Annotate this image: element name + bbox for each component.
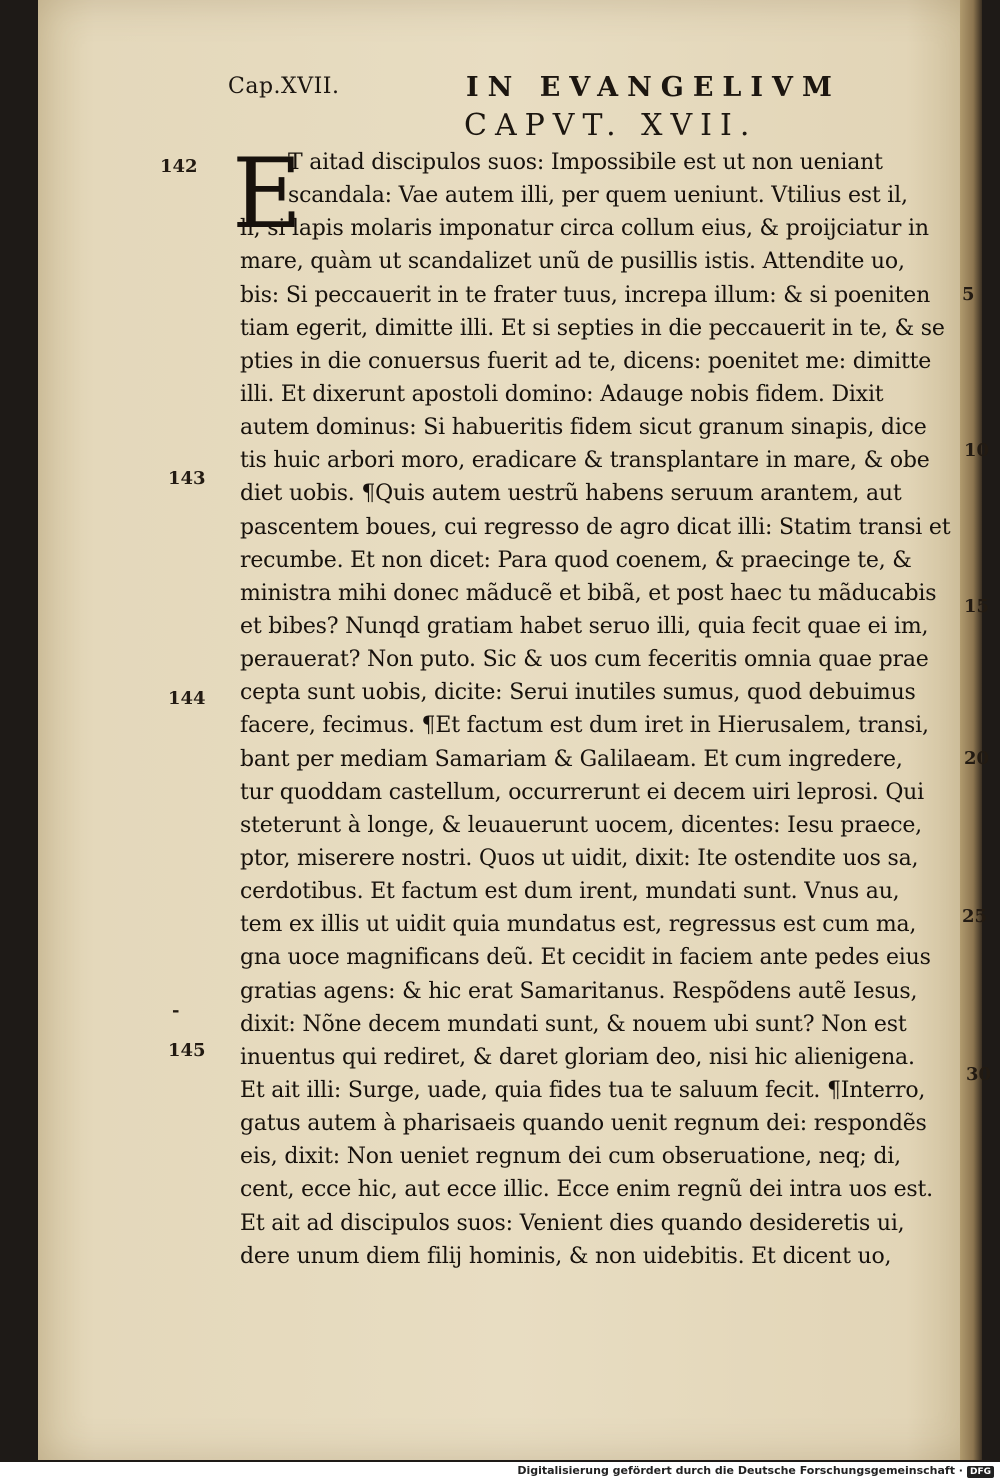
text-line: et bibes? Nunqd gratiam habet seruo illi, quia fecit quae ei im, xyxy=(240,613,929,639)
text-line: tur quoddam castellum, occurrerunt ei decem uiri leprosi. Qui xyxy=(240,779,924,805)
margin-mark: - xyxy=(172,1000,180,1021)
running-title: IN EVANGELIVM xyxy=(466,72,841,103)
text-line: dere unum diem filij hominis, & non uidebitis. Et dicent uo, xyxy=(240,1243,892,1269)
line-number: 10 xyxy=(964,440,990,461)
text-line: li, si lapis molaris imponatur circa collum eius, & proijciatur in xyxy=(240,216,929,242)
text-line: tis huic arbori moro, eradicare & transplantare in mare, & obe xyxy=(240,448,930,474)
digitization-credit xyxy=(517,1464,994,1478)
text-line: ptor, miserere nostri. Quos ut uidit, dixit: Ite ostendite uos sa, xyxy=(240,845,919,871)
verse-number: 142 xyxy=(160,156,198,177)
text-line: recumbe. Et non dicet: Para quod coenem, & praecinge te, & xyxy=(240,547,912,573)
text-line: Et ait illi: Surge, uade, quia fides tua te saluum fecit. ¶Interro, xyxy=(240,1077,926,1103)
dfg-logo: DFG xyxy=(967,1466,994,1478)
main-text xyxy=(240,146,955,1273)
line-number: 15 xyxy=(964,596,990,617)
text-line: bant per mediam Samariam & Galilaeam. Et cum ingredere, xyxy=(240,746,903,772)
text-line: illi. Et dixerunt apostoli domino: Adauge nobis fidem. Dixit xyxy=(240,381,884,407)
chapter-reference: Cap.XVII. xyxy=(228,74,340,99)
text-line: steterunt à longe, & leuauerunt uocem, dicentes: Iesu praece, xyxy=(240,812,922,838)
text-line: dixit: Nõne decem mundati sunt, & nouem ubi sunt? Non est xyxy=(240,1011,907,1037)
page-edge xyxy=(960,0,982,1460)
text-line: pascentem boues, cui regresso de agro dicat illi: Statim transi et xyxy=(240,514,951,540)
text-line: facere, fecimus. ¶Et factum est dum iret in Hierusalem, transi, xyxy=(240,713,929,739)
verse-number: 143 xyxy=(168,468,206,489)
text-line: T aitad discipulos suos: Impossibile est ut non ueniant xyxy=(288,150,883,175)
text-line: perauerat? Non puto. Sic & uos cum feceritis omnia quae prae xyxy=(240,647,929,673)
text-line: scandala: Vae autem illi, per quem ueniunt. Vtilius est il, xyxy=(288,183,908,209)
text-line: inuentus qui rediret, & daret gloriam deo, nisi hic alienigena. xyxy=(240,1044,915,1070)
line-number: 20 xyxy=(964,748,990,769)
text-line: mare, quàm ut scandalizet unũ de pusillis istis. Attendite uo, xyxy=(240,249,905,275)
text-line: cepta sunt uobis, dicite: Serui inutiles sumus, quod debuimus xyxy=(240,680,916,706)
credit-text: Digitalisierung gefördert durch die Deutsche Forschungsgemeinschaft · xyxy=(517,1464,963,1477)
text-line: pties in die conuersus fuerit ad te, dicens: poenitet me: dimitte xyxy=(240,348,932,374)
text-line: cerdotibus. Et factum est dum irent, mundati sunt. Vnus au, xyxy=(240,879,900,905)
text-line: eis, dixit: Non ueniet regnum dei cum obseruatione, neq; di, xyxy=(240,1144,901,1170)
line-number: 25 xyxy=(962,906,988,927)
text-line: tiam egerit, dimitte illi. Et si septies in die peccauerit in te, & se xyxy=(240,315,945,341)
verse-number: 145 xyxy=(168,1040,206,1061)
text-line: diet uobis. ¶Quis autem uestrũ habens seruum arantem, aut xyxy=(240,481,902,507)
verse-number: 144 xyxy=(168,688,206,709)
line-number: 30 xyxy=(966,1064,992,1085)
text-line: gatus autem à pharisaeis quando uenit regnum dei: respondẽs xyxy=(240,1111,927,1137)
text-line: Et ait ad discipulos suos: Venient dies quando desideretis ui, xyxy=(240,1210,905,1236)
text-line: cent, ecce hic, aut ecce illic. Ecce enim regnũ dei intra uos est. xyxy=(240,1177,933,1203)
text-line: bis: Si peccauerit in te frater tuus, increpa illum: & si poeniten xyxy=(240,282,931,308)
text-line: ministra mihi donec mãducẽ et bibã, et post haec tu mãducabis xyxy=(240,580,937,606)
text-line: gna uoce magnificans deũ. Et cecidit in faciem ante pedes eius xyxy=(240,945,931,971)
line-number: 5 xyxy=(962,284,975,305)
drop-cap: E xyxy=(232,138,303,250)
text-line: tem ex illis ut uidit quia mundatus est, regressus est cum ma, xyxy=(240,912,917,938)
text-line: gratias agens: & hic erat Samaritanus. Respõdens autẽ Iesus, xyxy=(240,978,918,1004)
text-line: autem dominus: Si habueritis fidem sicut granum sinapis, dice xyxy=(240,415,927,441)
chapter-heading: CAPVT. XVII. xyxy=(464,108,758,143)
